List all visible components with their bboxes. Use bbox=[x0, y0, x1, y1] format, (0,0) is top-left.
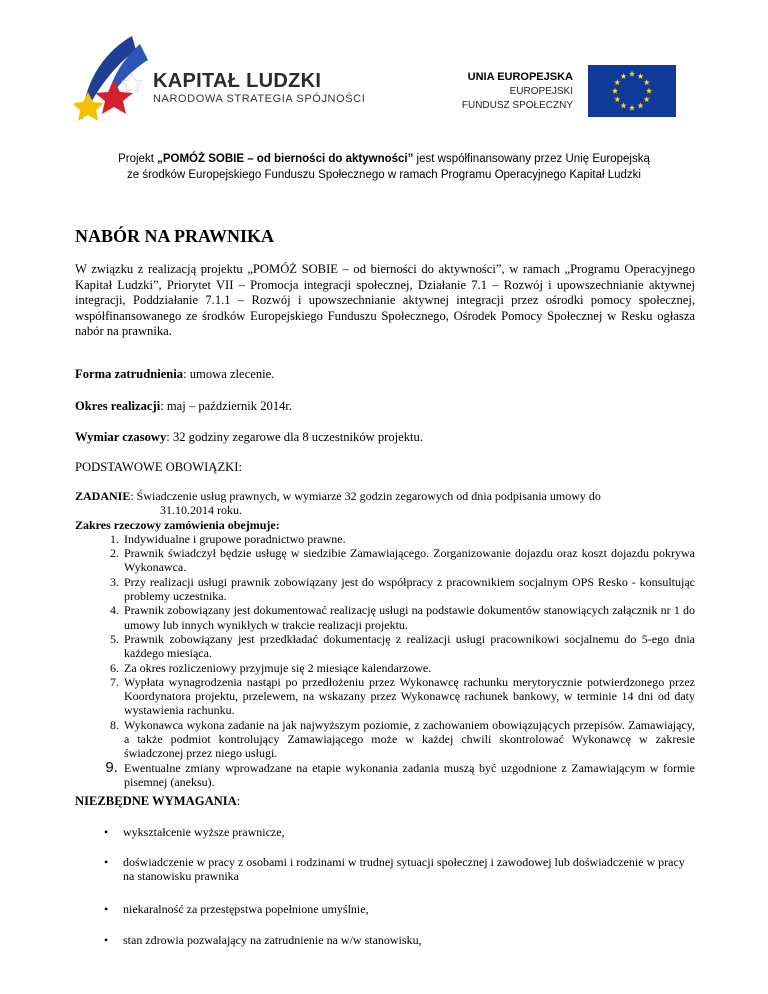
requirement-item bbox=[104, 855, 694, 884]
bullet-icon: • bbox=[104, 855, 109, 869]
field-label: Wymiar czasowy bbox=[75, 430, 167, 444]
field-value: : umowa zlecenie. bbox=[183, 367, 275, 381]
project-suffix: jest współfinansowany przez Unię Europejską bbox=[413, 153, 650, 165]
bullet-icon: • bbox=[104, 825, 109, 839]
ue-title: UNIA EUROPEJSKA bbox=[467, 71, 573, 83]
duties-list bbox=[75, 532, 695, 789]
eu-flag-icon bbox=[588, 65, 676, 117]
requirement-text: stan zdrowia pozwalający na zatrudnienie na w/w stanowisku, bbox=[123, 933, 422, 947]
field-value: : 32 godziny zegarowe dla 8 uczestników projektu. bbox=[166, 430, 423, 444]
requirements-heading-colon: : bbox=[236, 794, 241, 808]
list-item: 8. Wykonawca wykona zadanie na jak najwyższym poziomie, z zachowaniem obowiązujących przepisów. Zamawiający, a także podmiot kontrolujący Zamawiającego może w każdej chwili skontrolować Wykonawcę w zakresie świadczonej przez niego usługi. bbox=[122, 718, 695, 761]
requirement-item bbox=[104, 902, 694, 916]
requirement-text: doświadczenie w pracy z osobami i rodzinami w trudnej sytuacji społecznej i zawodowej lub doświadczenie w pracy na stanowisku prawnika bbox=[123, 855, 685, 884]
bullet-icon: • bbox=[104, 902, 109, 916]
requirement-text: wykształcenie wyższe prawnicze, bbox=[123, 825, 285, 839]
list-item: 1. Indywidualne i grupowe poradnictwo prawne. bbox=[122, 532, 695, 546]
kapital-ludzki-logo bbox=[74, 34, 164, 134]
field-time-scope bbox=[75, 430, 423, 445]
field-period bbox=[75, 399, 292, 414]
project-line-1 bbox=[0, 153, 768, 165]
duties-heading-label: PODSTAWOWE OBOWIĄZKI bbox=[75, 460, 239, 474]
list-item: 9. Ewentualne zmiany wprowadzane na etapie wykonania zadania muszą być uzgodnione z Zamawiającym w formie pisemnej (aneksu). bbox=[122, 761, 695, 790]
duties-heading bbox=[75, 460, 242, 475]
requirements-heading-label: NIEZBĘDNE WYMAGANIA bbox=[75, 794, 237, 808]
duties-heading-colon: : bbox=[238, 460, 242, 474]
list-item: 3. Przy realizacji usługi prawnik zobowiązany jest do współpracy z pracownikiem socjalnym OPS Resko - konsultując problemy uczestnika. bbox=[122, 575, 695, 604]
list-item: 5. Prawnik zobowiązany jest przedkładać dokumentację z realizacji usługi pracownikowi socjalnemu do 5-ego dnia każdego miesiąca. bbox=[122, 632, 695, 661]
requirements-heading bbox=[75, 794, 240, 809]
ue-line2: FUNDUSZ SPOŁECZNY bbox=[461, 100, 573, 111]
task-label: ZADANIE bbox=[75, 489, 131, 503]
project-prefix: Projekt bbox=[118, 153, 158, 165]
ue-line1: EUROPEJSKI bbox=[509, 86, 573, 97]
project-line-2: ze środków Europejskiego Funduszu Społecznego w ramach Programu Operacyjnego Kapitał Ludzki bbox=[127, 169, 641, 181]
list-item: 7. Wypłata wynagrodzenia nastąpi po przedłożeniu przez Wykonawcę rachunku merytorycznie potwierdzonego przez Koordynatora projektu, przelewem, na wskazany przez Wykonawcę rachunek bankowy, w terminie 14 dni od daty wystawienia rachunku. bbox=[122, 675, 695, 718]
scope-heading: Zakres rzeczowy zamówienia obejmuje: bbox=[75, 517, 280, 532]
task-line-cont: 31.10.2014 roku. bbox=[160, 503, 242, 518]
kl-subtitle: NARODOWA STRATEGIA SPÓJNOŚCI bbox=[153, 93, 366, 105]
project-name: „POMÓŻ SOBIE – od bierności do aktywności” bbox=[157, 153, 414, 165]
intro-paragraph: W związku z realizacją projektu „POMÓŻ SOBIE – od bierności do aktywności”, w ramach „Programu Operacyjnego Kapitał Ludzki”, Priorytet VII – Promocja integracji społecznej, Działanie 7.1 – Rozwój i upowszechnianie aktywnej integracji, Poddziałanie 7.1.1 – Rozwój i upowszechnianie aktywnej integracji przez ośrodki pomocy społecznej, współfinansowanego ze środków Europejskiego Funduszu Społecznego, Ośrodek Pomocy Społecznej w Resku ogłasza nabór na prawnika. bbox=[75, 262, 695, 339]
field-value: : maj – październik 2014r. bbox=[160, 399, 293, 413]
list-item: 4. Prawnik zobowiązany jest dokumentować realizację usługi na podstawie dokumentów stanowiących załącznik nr 1 do umowy lub innych wynikłych w trakcie realizacji projektu. bbox=[122, 603, 695, 632]
bullet-icon: • bbox=[104, 933, 109, 947]
requirement-item bbox=[104, 825, 694, 839]
task-section bbox=[75, 489, 695, 789]
list-item: 6. Za okres rozliczeniowy przyjmuje się 2 miesiące kalendarzowe. bbox=[122, 661, 695, 675]
field-employment-form bbox=[75, 367, 274, 382]
kl-title: KAPITAŁ LUDZKI bbox=[153, 70, 322, 92]
task-line bbox=[75, 489, 695, 503]
list-item: 2. Prawnik świadczył będzie usługę w siedzibie Zamawiającego. Zorganizowanie dojazdu oraz koszt dojazdu pokrywa Wykonawca. bbox=[122, 546, 695, 575]
field-label: Forma zatrudnienia bbox=[75, 367, 184, 381]
page-title: NABÓR NA PRAWNIKA bbox=[75, 226, 275, 246]
requirement-text: niekaralność za przestępstwa popełnione umyślnie, bbox=[123, 902, 369, 916]
task-text: : Świadczenie usług prawnych, w wymiarze 32 godzin zegarowych od dnia podpisania umowy do bbox=[130, 489, 601, 503]
requirement-item bbox=[104, 933, 694, 947]
field-label: Okres realizacji bbox=[75, 399, 161, 413]
